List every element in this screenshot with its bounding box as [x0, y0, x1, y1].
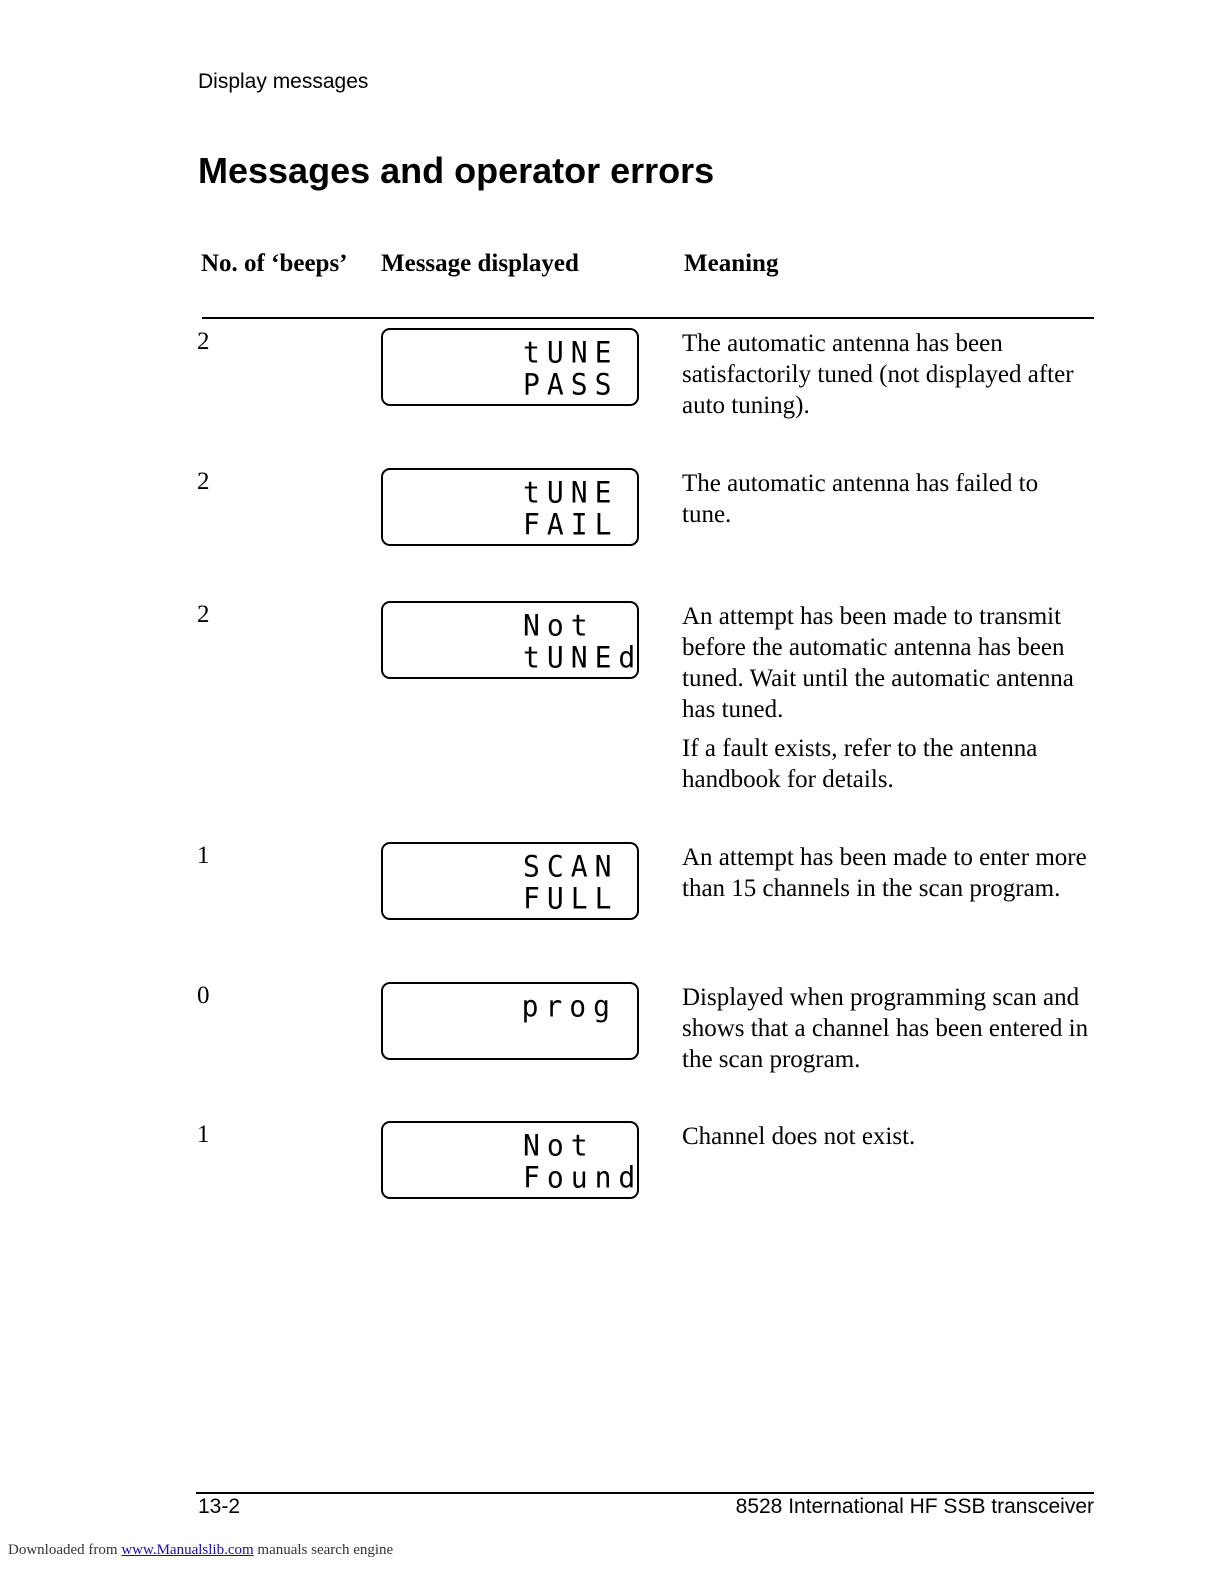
lcd-display [381, 982, 639, 1060]
column-header-meaning: Meaning [684, 250, 779, 277]
meaning-text [682, 982, 1092, 1075]
download-prefix: Downloaded from [8, 1542, 118, 1558]
footer-rule [196, 1492, 1094, 1494]
meaning-paragraph: If a fault exists, refer to the antenna handbook for details. [682, 735, 1038, 793]
header-rule [202, 317, 1094, 319]
meaning-paragraph: An attempt has been made to enter more than 15 channels in the scan program. [682, 844, 1087, 902]
section-label: Display messages [198, 70, 369, 93]
meaning-text [682, 468, 1092, 530]
product-name: 8528 International HF SSB transceiver [735, 1495, 1094, 1518]
beeps-count: 1 [197, 842, 210, 869]
lcd-line-2: tUNEd [523, 640, 643, 675]
meaning-paragraph: Channel does not exist. [682, 1123, 916, 1150]
beeps-count: 2 [197, 468, 210, 495]
meaning-paragraph: An attempt has been made to transmit before the automatic antenna has been tuned. Wait until the automatic antenna has tuned. [682, 603, 1074, 723]
column-header-beeps: No. of ‘beeps’ [201, 250, 348, 277]
lcd-line-2: FULL [523, 881, 619, 916]
meaning-text [682, 842, 1092, 904]
lcd-display [381, 328, 639, 406]
download-suffix: manuals search engine [257, 1542, 394, 1558]
page-title: Messages and operator errors [198, 150, 715, 191]
lcd-line-1: SCAN [523, 849, 619, 884]
lcd-line-1: Not [523, 608, 595, 643]
lcd-line-2: Found [523, 1160, 643, 1195]
meaning-paragraph: The automatic antenna has been satisfactorily tuned (not displayed after auto tuning). [682, 330, 1074, 419]
lcd-line-2: FAIL [523, 507, 619, 542]
lcd-display [381, 601, 643, 679]
beeps-count: 1 [197, 1121, 210, 1148]
beeps-count: 2 [197, 601, 210, 628]
lcd-line-2: PASS [523, 367, 619, 402]
meaning-paragraph: Displayed when programming scan and shows that a channel has been entered in the scan program. [682, 984, 1089, 1073]
lcd-display [381, 842, 639, 920]
manualslib-link[interactable]: www.Manualslib.com [121, 1542, 254, 1558]
lcd-display [381, 468, 639, 546]
beeps-count: 0 [197, 982, 210, 1009]
lcd-line-1: Not [523, 1128, 595, 1163]
page-number: 13-2 [198, 1495, 241, 1518]
lcd-line-1: tUNE [523, 475, 619, 510]
meaning-text [682, 1121, 1092, 1152]
lcd-line-1: prog [521, 989, 617, 1024]
download-notice [8, 1542, 393, 1559]
lcd-line-1: tUNE [523, 335, 619, 370]
meaning-paragraph: The automatic antenna has failed to tune. [682, 470, 1039, 528]
lcd-display [381, 1121, 643, 1199]
beeps-count: 2 [197, 328, 210, 355]
column-header-message: Message displayed [381, 250, 579, 277]
meaning-text [682, 328, 1092, 421]
meaning-text [682, 601, 1092, 795]
